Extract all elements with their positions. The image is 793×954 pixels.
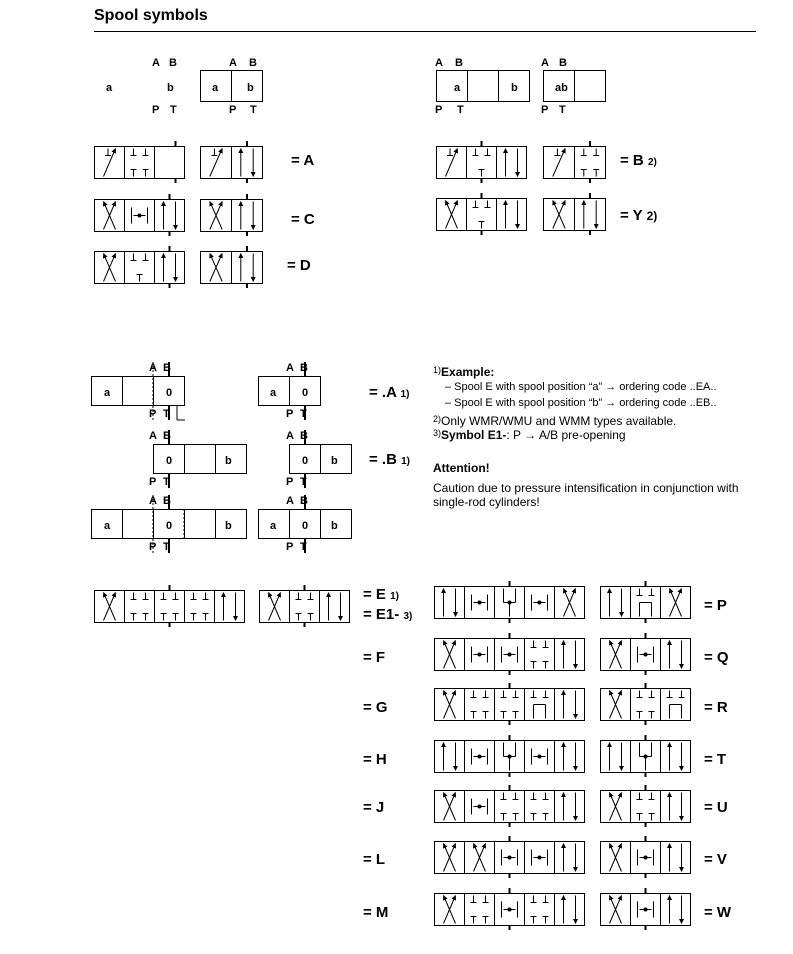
frame2-port-A: A [435, 57, 443, 69]
3pos-port-T: T [163, 541, 170, 553]
spool-D-2pos [200, 246, 266, 288]
label-G: = G [363, 699, 388, 716]
frame2-a: a [454, 82, 461, 94]
label-U: = U [704, 799, 728, 816]
note-1-line2: – Spool E with spool position “b” → ordering code ..EB.. [445, 396, 717, 409]
frame2-port-P: P [435, 104, 443, 116]
header-frame-ab [200, 70, 264, 104]
3pos-a: a [104, 520, 111, 532]
pos-b: b [167, 82, 174, 94]
footnotes [433, 365, 763, 510]
note-3: $^{3)}$Symbol E1-: P → A/B pre-opening [433, 428, 626, 443]
label-dotB: = .B 1) [369, 451, 411, 468]
port-A: A [152, 57, 160, 69]
label-F: = F [363, 649, 386, 666]
dotB-port-P: P [149, 476, 157, 488]
3pos-r-port-T: T [300, 541, 307, 553]
3pos-port-A: A [149, 495, 157, 507]
label-A: = A [291, 152, 315, 169]
label-D: = D [287, 257, 311, 274]
spool-E-3pos [259, 585, 353, 627]
dotA-port-P: P [149, 408, 157, 420]
dotB-r-port-P: P [286, 476, 294, 488]
label-Y: = Y 2) [620, 207, 658, 224]
dotB-port-T: T [163, 476, 170, 488]
dotB-0: 0 [166, 455, 173, 467]
frame-port-T: T [250, 104, 257, 116]
dotA-port-B: B [163, 362, 171, 374]
frame3-port-T: T [559, 104, 566, 116]
dotA-port-T: T [163, 408, 170, 420]
note-2: $^{2)}$Only WMR/WMU and WMM types available. [433, 413, 677, 428]
dotA-r-0: 0 [302, 387, 309, 399]
frame-port-A: A [229, 57, 237, 69]
dotB-r-b: b [331, 455, 338, 467]
label-L: = L [363, 851, 386, 868]
label-H: = H [363, 751, 387, 768]
spool-A-2pos [200, 141, 266, 183]
label-W: = W [704, 904, 732, 921]
spool-F-Q-5pos [434, 633, 588, 675]
spool-P-3pos [600, 581, 694, 623]
frame-b: b [247, 82, 254, 94]
spool-C-3pos [94, 194, 188, 236]
spool-F-Q-3pos [600, 633, 694, 675]
dotA-r-port-A: A [286, 362, 294, 374]
page-title: Spool symbols [94, 7, 208, 24]
label-J: = J [363, 799, 385, 816]
3pos-port-B: B [163, 495, 171, 507]
dotA-a: a [104, 387, 111, 399]
frame3-ab: ab [555, 82, 568, 94]
spool-J-U-5pos [434, 785, 588, 827]
spool-B-3pos [436, 141, 530, 183]
spool-D-3pos [94, 246, 188, 288]
dotA-r-port-T: T [300, 408, 307, 420]
dotB-r-0: 0 [302, 455, 309, 467]
3pos-r-port-P: P [286, 541, 294, 553]
spool-G-R-3pos [600, 683, 694, 725]
3pos-r-port-B: B [300, 495, 308, 507]
port-P: P [152, 104, 160, 116]
3pos-r-port-A: A [286, 495, 294, 507]
port-T: T [170, 104, 177, 116]
dotA-r-a: a [270, 387, 277, 399]
title-rule [94, 31, 756, 32]
spool-H-T-3pos [600, 735, 694, 777]
label-P: = P [704, 597, 727, 614]
dotB-port-A: A [149, 430, 157, 442]
label-R: = R [704, 699, 728, 716]
spool-C-2pos [200, 194, 266, 236]
spool-A-3pos [94, 141, 188, 183]
note-1-line1: – Spool E with spool position “a” → ordering code ..EA.. [445, 381, 717, 394]
dotB-r-port-B: B [300, 430, 308, 442]
attention-title: Attention! [433, 460, 490, 475]
label-E1: = E1- 3) [363, 606, 413, 623]
spool-L-V-3pos [600, 836, 694, 878]
3pos-r-b: b [331, 520, 338, 532]
dotA-0: 0 [166, 387, 173, 399]
attention-text: Caution due to pressure intensification in conjunction with single-rod cylinders! [433, 480, 739, 510]
spool-L-V-5pos [434, 836, 588, 878]
label-dotA: = .A 1) [369, 384, 410, 401]
spool-G-R-5pos [434, 683, 588, 725]
dotA-r-port-B: B [300, 362, 308, 374]
spool-M-W-5pos [434, 888, 588, 930]
port-B: B [169, 57, 177, 69]
label-M: = M [363, 904, 389, 921]
dotA-r-port-P: P [286, 408, 294, 420]
spool-H-T-5pos [434, 735, 588, 777]
frame2-port-T: T [457, 104, 464, 116]
frame3-port-P: P [541, 104, 549, 116]
spool-Y-3pos [436, 193, 530, 235]
dotB-b: b [225, 455, 232, 467]
label-B: = B 2) [620, 152, 657, 169]
label-V: = V [704, 851, 727, 868]
frame3-port-B: B [559, 57, 567, 69]
frame-port-B: B [249, 57, 257, 69]
frame-port-P: P [229, 104, 237, 116]
pos-a: a [106, 82, 113, 94]
label-C: = C [291, 211, 315, 228]
label-T: = T [704, 751, 727, 768]
spool-E-5pos [94, 585, 248, 627]
spool-B-2pos [543, 141, 609, 183]
3pos-r-0: 0 [302, 520, 309, 532]
header-frame-ab-single [543, 70, 607, 104]
spool-M-W-3pos [600, 888, 694, 930]
spool-P-5pos [434, 581, 588, 623]
dotA-port-A: A [149, 362, 157, 374]
3pos-port-P: P [149, 541, 157, 553]
dotB-r-port-T: T [300, 476, 307, 488]
frame2-port-B: B [455, 57, 463, 69]
spool-J-U-3pos [600, 785, 694, 827]
3pos-0: 0 [166, 520, 173, 532]
frame3-port-A: A [541, 57, 549, 69]
spool-Y-2pos [543, 193, 609, 235]
label-Q: = Q [704, 649, 729, 666]
3pos-b: b [225, 520, 232, 532]
dotB-r-port-A: A [286, 430, 294, 442]
3pos-r-a: a [270, 520, 277, 532]
dotB-port-B: B [163, 430, 171, 442]
frame2-b: b [511, 82, 518, 94]
dotB-frame-right [289, 430, 353, 490]
frame-a: a [212, 82, 219, 94]
label-E: = E 1) [363, 586, 400, 603]
note-1: $^{1)}$Example: [433, 365, 495, 379]
